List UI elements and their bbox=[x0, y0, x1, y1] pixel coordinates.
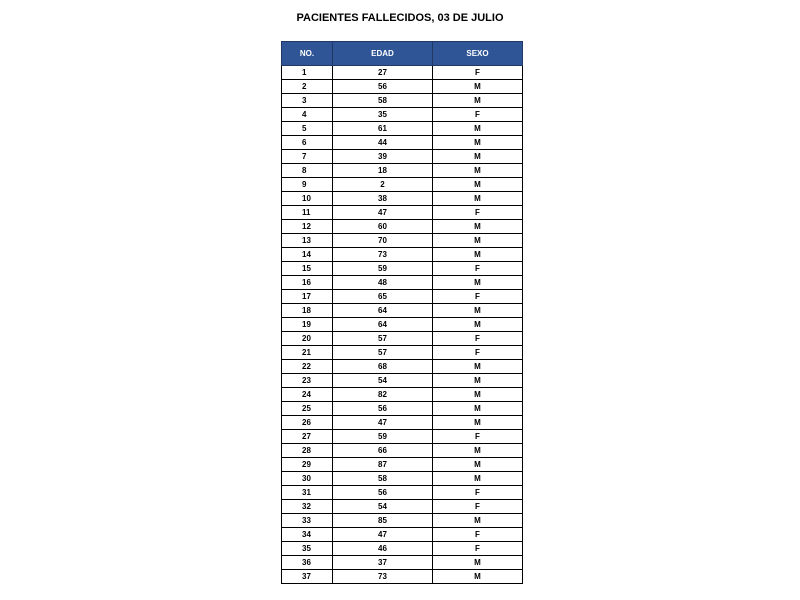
cell-no: 32 bbox=[282, 500, 333, 514]
table-row bbox=[282, 402, 523, 416]
cell-no: 23 bbox=[282, 374, 333, 388]
table-row bbox=[282, 122, 523, 136]
table-row bbox=[282, 430, 523, 444]
cell-sexo: M bbox=[433, 164, 523, 178]
cell-sexo: M bbox=[433, 416, 523, 430]
table-row bbox=[282, 304, 523, 318]
table-row bbox=[282, 374, 523, 388]
cell-sexo: F bbox=[433, 206, 523, 220]
cell-edad: 56 bbox=[333, 80, 433, 94]
cell-no: 21 bbox=[282, 346, 333, 360]
table-row bbox=[282, 192, 523, 206]
cell-sexo: M bbox=[433, 402, 523, 416]
table-row bbox=[282, 136, 523, 150]
cell-sexo: M bbox=[433, 570, 523, 584]
cell-no: 28 bbox=[282, 444, 333, 458]
cell-edad: 59 bbox=[333, 262, 433, 276]
table-row bbox=[282, 248, 523, 262]
cell-edad: 60 bbox=[333, 220, 433, 234]
cell-edad: 47 bbox=[333, 416, 433, 430]
table-row bbox=[282, 94, 523, 108]
cell-edad: 66 bbox=[333, 444, 433, 458]
cell-edad: 58 bbox=[333, 472, 433, 486]
cell-sexo: M bbox=[433, 122, 523, 136]
cell-sexo: F bbox=[433, 430, 523, 444]
cell-edad: 47 bbox=[333, 206, 433, 220]
cell-sexo: M bbox=[433, 556, 523, 570]
table-row bbox=[282, 262, 523, 276]
cell-sexo: M bbox=[433, 276, 523, 290]
cell-sexo: M bbox=[433, 444, 523, 458]
table-row bbox=[282, 164, 523, 178]
cell-sexo: F bbox=[433, 486, 523, 500]
cell-edad: 58 bbox=[333, 94, 433, 108]
cell-sexo: F bbox=[433, 290, 523, 304]
header-sexo: SEXO bbox=[433, 42, 523, 66]
cell-edad: 59 bbox=[333, 430, 433, 444]
cell-no: 7 bbox=[282, 150, 333, 164]
cell-sexo: M bbox=[433, 374, 523, 388]
cell-no: 34 bbox=[282, 528, 333, 542]
cell-edad: 82 bbox=[333, 388, 433, 402]
table-row bbox=[282, 388, 523, 402]
cell-edad: 35 bbox=[333, 108, 433, 122]
cell-edad: 56 bbox=[333, 486, 433, 500]
cell-no: 3 bbox=[282, 94, 333, 108]
cell-no: 4 bbox=[282, 108, 333, 122]
cell-sexo: M bbox=[433, 234, 523, 248]
cell-sexo: M bbox=[433, 472, 523, 486]
cell-edad: 64 bbox=[333, 304, 433, 318]
cell-edad: 2 bbox=[333, 178, 433, 192]
cell-no: 22 bbox=[282, 360, 333, 374]
cell-edad: 85 bbox=[333, 514, 433, 528]
table-row bbox=[282, 80, 523, 94]
table-row bbox=[282, 178, 523, 192]
table-row bbox=[282, 528, 523, 542]
table-row bbox=[282, 206, 523, 220]
cell-edad: 27 bbox=[333, 66, 433, 80]
cell-edad: 46 bbox=[333, 542, 433, 556]
cell-edad: 61 bbox=[333, 122, 433, 136]
cell-sexo: F bbox=[433, 108, 523, 122]
cell-no: 9 bbox=[282, 178, 333, 192]
table-row bbox=[282, 290, 523, 304]
cell-no: 25 bbox=[282, 402, 333, 416]
table-row bbox=[282, 150, 523, 164]
cell-sexo: F bbox=[433, 500, 523, 514]
cell-edad: 57 bbox=[333, 332, 433, 346]
cell-sexo: M bbox=[433, 360, 523, 374]
cell-sexo: F bbox=[433, 346, 523, 360]
cell-no: 1 bbox=[282, 66, 333, 80]
cell-no: 15 bbox=[282, 262, 333, 276]
cell-no: 29 bbox=[282, 458, 333, 472]
table-row bbox=[282, 542, 523, 556]
cell-no: 18 bbox=[282, 304, 333, 318]
cell-no: 24 bbox=[282, 388, 333, 402]
cell-sexo: M bbox=[433, 220, 523, 234]
cell-sexo: F bbox=[433, 262, 523, 276]
cell-sexo: F bbox=[433, 542, 523, 556]
table-row bbox=[282, 220, 523, 234]
table-row bbox=[282, 360, 523, 374]
cell-no: 6 bbox=[282, 136, 333, 150]
cell-sexo: M bbox=[433, 388, 523, 402]
cell-edad: 38 bbox=[333, 192, 433, 206]
cell-no: 33 bbox=[282, 514, 333, 528]
document-title: PACIENTES FALLECIDOS, 03 DE JULIO bbox=[296, 12, 504, 24]
cell-no: 12 bbox=[282, 220, 333, 234]
cell-no: 5 bbox=[282, 122, 333, 136]
patients-table bbox=[281, 41, 523, 584]
cell-edad: 70 bbox=[333, 234, 433, 248]
cell-no: 19 bbox=[282, 318, 333, 332]
cell-edad: 64 bbox=[333, 318, 433, 332]
table-header-row bbox=[282, 42, 523, 66]
cell-sexo: M bbox=[433, 248, 523, 262]
header-no: NO. bbox=[282, 42, 333, 66]
table-row bbox=[282, 486, 523, 500]
cell-no: 20 bbox=[282, 332, 333, 346]
cell-sexo: M bbox=[433, 458, 523, 472]
table-row bbox=[282, 444, 523, 458]
cell-no: 16 bbox=[282, 276, 333, 290]
table-row bbox=[282, 472, 523, 486]
header-edad: EDAD bbox=[333, 42, 433, 66]
table-row bbox=[282, 66, 523, 80]
cell-edad: 48 bbox=[333, 276, 433, 290]
table-row bbox=[282, 234, 523, 248]
table-row bbox=[282, 570, 523, 584]
cell-sexo: M bbox=[433, 192, 523, 206]
cell-sexo: F bbox=[433, 332, 523, 346]
table-row bbox=[282, 346, 523, 360]
cell-no: 35 bbox=[282, 542, 333, 556]
cell-no: 30 bbox=[282, 472, 333, 486]
cell-edad: 37 bbox=[333, 556, 433, 570]
cell-sexo: M bbox=[433, 150, 523, 164]
cell-no: 2 bbox=[282, 80, 333, 94]
cell-edad: 56 bbox=[333, 402, 433, 416]
table-row bbox=[282, 318, 523, 332]
cell-no: 13 bbox=[282, 234, 333, 248]
cell-no: 8 bbox=[282, 164, 333, 178]
cell-edad: 73 bbox=[333, 248, 433, 262]
cell-sexo: M bbox=[433, 136, 523, 150]
cell-edad: 54 bbox=[333, 374, 433, 388]
table-row bbox=[282, 458, 523, 472]
cell-sexo: M bbox=[433, 304, 523, 318]
cell-sexo: M bbox=[433, 178, 523, 192]
cell-sexo: M bbox=[433, 318, 523, 332]
cell-no: 14 bbox=[282, 248, 333, 262]
cell-edad: 54 bbox=[333, 500, 433, 514]
cell-no: 31 bbox=[282, 486, 333, 500]
cell-no: 27 bbox=[282, 430, 333, 444]
cell-no: 37 bbox=[282, 570, 333, 584]
cell-sexo: M bbox=[433, 514, 523, 528]
cell-edad: 68 bbox=[333, 360, 433, 374]
cell-sexo: F bbox=[433, 66, 523, 80]
cell-no: 26 bbox=[282, 416, 333, 430]
cell-edad: 18 bbox=[333, 164, 433, 178]
cell-no: 36 bbox=[282, 556, 333, 570]
table-body bbox=[282, 66, 523, 584]
cell-edad: 44 bbox=[333, 136, 433, 150]
cell-edad: 47 bbox=[333, 528, 433, 542]
table-row bbox=[282, 514, 523, 528]
cell-sexo: M bbox=[433, 94, 523, 108]
cell-edad: 65 bbox=[333, 290, 433, 304]
table-row bbox=[282, 500, 523, 514]
cell-sexo: F bbox=[433, 528, 523, 542]
cell-edad: 87 bbox=[333, 458, 433, 472]
cell-no: 17 bbox=[282, 290, 333, 304]
cell-sexo: M bbox=[433, 80, 523, 94]
table-row bbox=[282, 332, 523, 346]
cell-edad: 73 bbox=[333, 570, 433, 584]
cell-no: 10 bbox=[282, 192, 333, 206]
cell-edad: 57 bbox=[333, 346, 433, 360]
table-row bbox=[282, 276, 523, 290]
table-row bbox=[282, 556, 523, 570]
table-row bbox=[282, 416, 523, 430]
table-row bbox=[282, 108, 523, 122]
cell-no: 11 bbox=[282, 206, 333, 220]
cell-edad: 39 bbox=[333, 150, 433, 164]
